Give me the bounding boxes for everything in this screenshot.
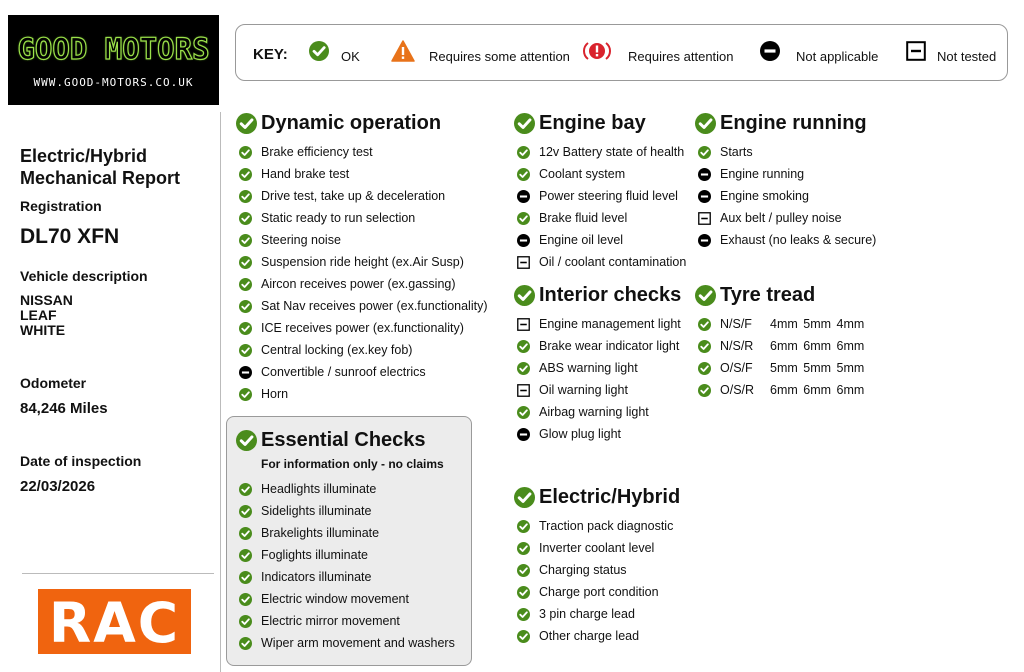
report-title-line2: Mechanical Report xyxy=(20,168,181,188)
check-item-charging-status xyxy=(514,559,680,581)
check-item-label: O/S/F xyxy=(720,361,753,375)
check-item-label: Suspension ride height (ex.Air Susp) xyxy=(261,255,464,269)
check-item-label: Glow plug light xyxy=(539,427,621,441)
check-item-exhaust-no-leaks-secure xyxy=(695,229,876,251)
check-item-coolant-system xyxy=(514,163,686,185)
ok-check-icon xyxy=(698,362,711,375)
ok-check-icon xyxy=(517,340,530,353)
check-item-wiper-arm-movement-and-washers xyxy=(236,632,455,654)
check-item-label: Charge port condition xyxy=(539,585,659,599)
check-item-label: Exhaust (no leaks & secure) xyxy=(720,233,877,247)
ok-check-icon xyxy=(239,322,252,335)
ok-check-icon xyxy=(239,168,252,181)
check-item-charge-port-condition xyxy=(514,581,680,603)
not-tested-icon xyxy=(698,212,711,225)
check-item-label: Engine smoking xyxy=(720,189,809,203)
check-item-label: Brake fluid level xyxy=(539,211,628,225)
check-item-convertible-sunroof-electrics xyxy=(236,361,487,383)
check-item-starts xyxy=(695,141,876,163)
ok-check-icon xyxy=(517,608,530,621)
section-tyre-tread xyxy=(695,284,864,401)
check-item-label: Aux belt / pulley noise xyxy=(720,211,842,225)
not-applicable-icon xyxy=(698,190,711,203)
ok-check-icon xyxy=(698,146,711,159)
ok-check-icon xyxy=(517,586,530,599)
vehicle-make: NISSAN xyxy=(20,292,73,308)
ok-check-icon xyxy=(514,285,535,306)
check-item-label: Sidelights illuminate xyxy=(261,504,372,518)
check-item-indicators-illuminate xyxy=(236,566,455,588)
left-divider xyxy=(22,573,214,574)
ok-icon xyxy=(309,41,329,66)
check-item-label: O/S/R xyxy=(720,383,755,397)
check-item-label: N/S/R xyxy=(720,339,754,353)
ok-check-icon xyxy=(236,113,257,134)
report-title xyxy=(20,145,180,189)
tread-depth-value: 6mm 6mm 6mm xyxy=(770,383,865,397)
check-item-oil-coolant-contamination xyxy=(514,251,686,273)
vehicle-colour: WHITE xyxy=(20,322,66,338)
key-warn-text: Requires some attention xyxy=(429,49,570,64)
ok-check-icon xyxy=(239,571,252,584)
ok-check-icon xyxy=(239,593,252,606)
check-item-label: Electric window movement xyxy=(261,592,409,606)
check-item-electric-mirror-movement xyxy=(236,610,455,632)
ok-check-icon xyxy=(239,234,252,247)
check-list xyxy=(695,313,864,401)
not-tested-icon xyxy=(517,256,530,269)
status-key xyxy=(235,24,1008,81)
report-title-line1: Electric/Hybrid xyxy=(20,146,148,166)
section-electric-hybrid xyxy=(514,486,680,647)
ok-check-icon xyxy=(517,520,530,533)
check-item-oil-warning-light xyxy=(514,379,681,401)
ok-check-icon xyxy=(239,527,252,540)
ok-check-icon xyxy=(517,542,530,555)
section-heading xyxy=(514,284,681,306)
ok-check-icon xyxy=(239,637,252,650)
check-list xyxy=(514,141,686,273)
not-tested-icon xyxy=(517,384,530,397)
tread-depth-value: 4mm 5mm 4mm xyxy=(770,317,865,331)
check-list xyxy=(514,515,680,647)
section-essential-checks xyxy=(236,429,455,654)
good-motors-logo xyxy=(8,15,219,105)
section-title: Tyre tread xyxy=(720,283,816,306)
ok-check-icon xyxy=(239,300,252,313)
check-item-label: Brake efficiency test xyxy=(261,145,373,159)
check-list xyxy=(236,141,487,405)
check-item-label: Power steering fluid level xyxy=(539,189,678,203)
check-item-3-pin-charge-lead xyxy=(514,603,680,625)
ok-check-icon xyxy=(239,146,252,159)
check-item-label: Central locking (ex.key fob) xyxy=(261,343,413,357)
check-item-label: Oil / coolant contamination xyxy=(539,255,687,269)
ok-check-icon xyxy=(239,190,252,203)
check-item-label: Electric mirror movement xyxy=(261,614,400,628)
ok-check-icon xyxy=(698,384,711,397)
not-applicable-icon xyxy=(698,234,711,247)
check-item-central-locking-ex-key-fob xyxy=(236,339,487,361)
check-item-brake-efficiency-test xyxy=(236,141,487,163)
odometer-label: Odometer xyxy=(20,375,87,391)
tread-depth-value: 6mm 6mm 6mm xyxy=(770,339,865,353)
rac-logo-text: RAC xyxy=(48,591,181,655)
rac-logo xyxy=(38,589,191,654)
alert-icon xyxy=(583,40,611,67)
section-title: Essential Checks xyxy=(261,428,426,451)
check-item-abs-warning-light xyxy=(514,357,681,379)
section-title: Dynamic operation xyxy=(261,111,442,134)
check-item-aux-belt-pulley-noise xyxy=(695,207,876,229)
check-item-drive-test-take-up-deceleration xyxy=(236,185,487,207)
section-dynamic-operation xyxy=(236,112,487,405)
section-heading xyxy=(514,112,686,134)
vehicle-model: LEAF xyxy=(20,307,57,323)
check-item-label: Foglights illuminate xyxy=(261,548,368,562)
ok-check-icon xyxy=(239,344,252,357)
check-item-label: Drive test, take up & deceleration xyxy=(261,189,446,203)
section-interior-checks xyxy=(514,284,681,445)
section-engine-bay xyxy=(514,112,686,273)
check-item-label: Starts xyxy=(720,145,753,159)
inspection-date-value: 22/03/2026 xyxy=(20,478,96,495)
check-item-label: Headlights illuminate xyxy=(261,482,377,496)
check-item-label: Wiper arm movement and washers xyxy=(261,636,455,650)
check-item-label: Other charge lead xyxy=(539,629,640,643)
section-heading xyxy=(695,284,864,306)
check-item-traction-pack-diagnostic xyxy=(514,515,680,537)
section-heading xyxy=(514,486,680,508)
check-item-label: Static ready to run selection xyxy=(261,211,416,225)
ok-check-icon xyxy=(695,113,716,134)
not-applicable-icon xyxy=(517,234,530,247)
check-item-label: Coolant system xyxy=(539,167,626,181)
check-item-label: Traction pack diagnostic xyxy=(539,519,674,533)
check-item-headlights-illuminate xyxy=(236,478,455,500)
check-item-label: Inverter coolant level xyxy=(539,541,655,555)
check-item-inverter-coolant-level xyxy=(514,537,680,559)
check-item-suspension-ride-height-ex-air-susp xyxy=(236,251,487,273)
check-item-label: Oil warning light xyxy=(539,383,628,397)
check-item-label: Charging status xyxy=(539,563,627,577)
check-item-other-charge-lead xyxy=(514,625,680,647)
check-item-sat-nav-receives-power-ex-functionality xyxy=(236,295,487,317)
check-item-airbag-warning-light xyxy=(514,401,681,423)
section-title: Interior checks xyxy=(539,283,682,306)
check-item-static-ready-to-run-selection xyxy=(236,207,487,229)
check-item-steering-noise xyxy=(236,229,487,251)
section-engine-running xyxy=(695,112,876,251)
check-item-brake-wear-indicator-light xyxy=(514,335,681,357)
ok-check-icon xyxy=(698,340,711,353)
key-label: KEY: xyxy=(253,46,288,63)
not-applicable-icon xyxy=(239,366,252,379)
ok-check-icon xyxy=(239,212,252,225)
not-applicable-icon xyxy=(517,428,530,441)
ok-check-icon xyxy=(236,430,257,451)
check-item-label: 3 pin charge lead xyxy=(539,607,635,621)
ok-check-icon xyxy=(517,406,530,419)
check-item-label: Steering noise xyxy=(261,233,341,247)
check-item-glow-plug-light xyxy=(514,423,681,445)
registration-value: DL70 XFN xyxy=(20,225,120,248)
warning-triangle-icon xyxy=(391,40,415,67)
ok-check-icon xyxy=(514,487,535,508)
odometer-value: 84,246 Miles xyxy=(20,400,108,417)
not-tested-icon xyxy=(906,41,926,66)
ok-check-icon xyxy=(239,549,252,562)
check-item-label: Brake wear indicator light xyxy=(539,339,680,353)
check-item-o-s-r xyxy=(695,379,864,401)
ok-check-icon xyxy=(239,505,252,518)
check-item-electric-window-movement xyxy=(236,588,455,610)
check-item-n-s-f xyxy=(695,313,864,335)
check-item-power-steering-fluid-level xyxy=(514,185,686,207)
check-item-label: Engine running xyxy=(720,167,805,181)
check-item-aircon-receives-power-ex-gassing xyxy=(236,273,487,295)
check-item-brakelights-illuminate xyxy=(236,522,455,544)
check-item-label: N/S/F xyxy=(720,317,752,331)
tread-depth-value: 5mm 5mm 5mm xyxy=(770,361,865,375)
check-item-label: Sat Nav receives power (ex.functionality) xyxy=(261,299,488,313)
column-divider xyxy=(220,112,221,672)
registration-label: Registration xyxy=(20,198,102,214)
not-applicable-icon xyxy=(698,168,711,181)
ok-check-icon xyxy=(239,615,252,628)
logo-brand-text: GOOD MOTORS xyxy=(17,32,210,66)
check-item-label: Brakelights illuminate xyxy=(261,526,380,540)
check-list xyxy=(695,141,876,251)
section-title: Engine running xyxy=(720,111,867,134)
check-item-label: 12v Battery state of health xyxy=(539,145,685,159)
check-list xyxy=(514,313,681,445)
check-item-label: Hand brake test xyxy=(261,167,350,181)
not-tested-icon xyxy=(517,318,530,331)
section-heading xyxy=(236,429,455,451)
check-item-sidelights-illuminate xyxy=(236,500,455,522)
check-item-label: Convertible / sunroof electrics xyxy=(261,365,426,379)
key-ok-text: OK xyxy=(341,49,360,64)
vehicle-description xyxy=(20,293,73,338)
check-item-label: ICE receives power (ex.functionality) xyxy=(261,321,464,335)
check-item-engine-oil-level xyxy=(514,229,686,251)
key-alert-text: Requires attention xyxy=(628,49,734,64)
ok-check-icon xyxy=(239,278,252,291)
check-item-label: Aircon receives power (ex.gassing) xyxy=(261,277,456,291)
check-item-hand-brake-test xyxy=(236,163,487,185)
section-heading xyxy=(695,112,876,134)
section-subtitle: For information only - no claims xyxy=(261,457,444,471)
ok-check-icon xyxy=(517,146,530,159)
vehicle-description-label: Vehicle description xyxy=(20,268,148,284)
not-applicable-icon xyxy=(517,190,530,203)
check-item-engine-management-light xyxy=(514,313,681,335)
check-item-label: Indicators illuminate xyxy=(261,570,372,584)
ok-check-icon xyxy=(517,362,530,375)
ok-check-icon xyxy=(698,318,711,331)
check-list xyxy=(236,478,455,654)
check-item-label: Engine oil level xyxy=(539,233,624,247)
check-item-foglights-illuminate xyxy=(236,544,455,566)
section-heading xyxy=(236,112,487,134)
logo-url-text: WWW.GOOD-MOTORS.CO.UK xyxy=(33,76,194,89)
key-na-text: Not applicable xyxy=(796,49,879,64)
check-item-o-s-f xyxy=(695,357,864,379)
check-item-engine-smoking xyxy=(695,185,876,207)
check-item-n-s-r xyxy=(695,335,864,357)
section-title: Electric/Hybrid xyxy=(539,485,681,508)
ok-check-icon xyxy=(517,564,530,577)
ok-check-icon xyxy=(517,212,530,225)
check-item-12v-battery-state-of-health xyxy=(514,141,686,163)
ok-check-icon xyxy=(695,285,716,306)
key-nt-text: Not tested xyxy=(937,49,997,64)
ok-check-icon xyxy=(517,630,530,643)
ok-check-icon xyxy=(514,113,535,134)
check-item-horn xyxy=(236,383,487,405)
check-item-brake-fluid-level xyxy=(514,207,686,229)
check-item-engine-running xyxy=(695,163,876,185)
ok-check-icon xyxy=(517,168,530,181)
check-item-label: Horn xyxy=(261,387,289,401)
check-item-label: Airbag warning light xyxy=(539,405,649,419)
not-applicable-icon xyxy=(760,41,780,66)
ok-check-icon xyxy=(239,256,252,269)
check-item-label: Engine management light xyxy=(539,317,681,331)
ok-check-icon xyxy=(239,388,252,401)
ok-check-icon xyxy=(239,483,252,496)
check-item-label: ABS warning light xyxy=(539,361,638,375)
section-title: Engine bay xyxy=(539,111,646,134)
inspection-date-label: Date of inspection xyxy=(20,453,142,469)
check-item-ice-receives-power-ex-functionality xyxy=(236,317,487,339)
